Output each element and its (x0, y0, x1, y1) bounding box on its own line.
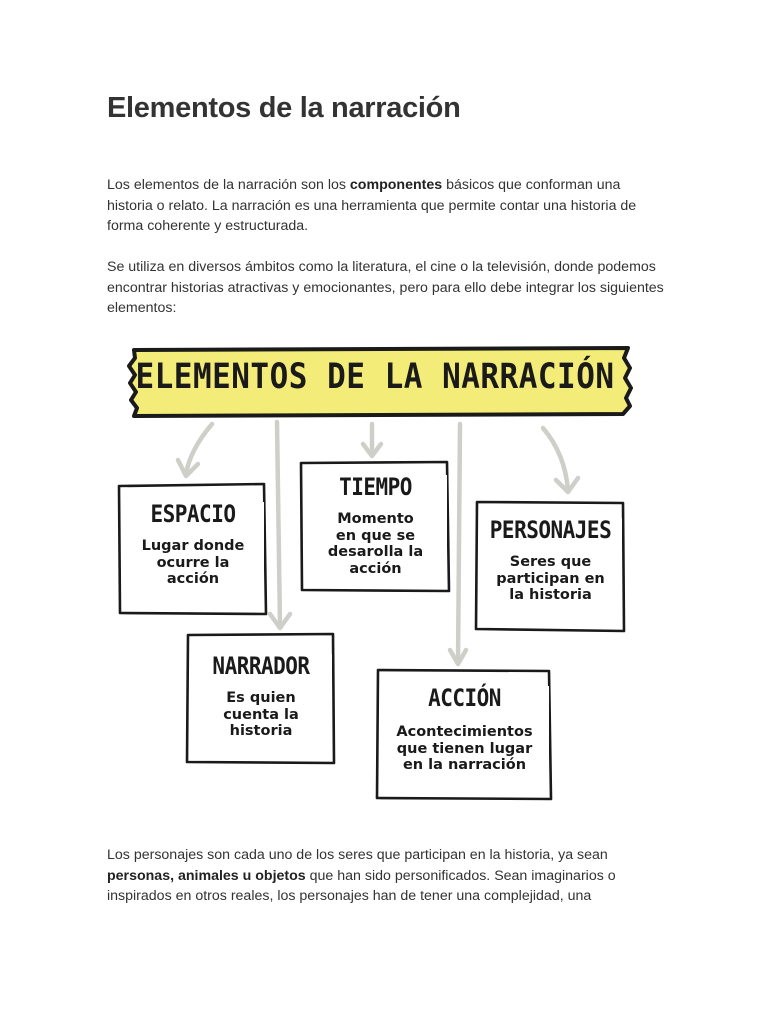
card-narrador (190, 654, 332, 740)
intro-paragraph-2: Se utiliza en diversos ámbitos como la literatura, el cine o la televisión, donde podemos encontrar historias atractivas y emocionantes, pero para ello debe integrar los siguientes elementos: (107, 259, 664, 316)
card-accion-title: ACCIÓN (428, 684, 501, 712)
banner-title: ELEMENTOS DE LA NARRACIÓN (135, 356, 615, 398)
card-espacio-text: Lugar donde ocurre la acción (141, 538, 245, 587)
intro-paragraph-1 (107, 175, 667, 237)
arrow-narrador (277, 422, 280, 626)
outro-text-end: que han sido personificados. Sean imaginarios o inspirados en otros reales, los personajes han de tener una complejidad, una (107, 867, 616, 904)
card-espacio (122, 502, 264, 588)
card-tiempo-text: Momento en que se desarolla la acción (327, 511, 424, 577)
card-narrador-title: NARRADOR (212, 652, 310, 680)
intro-p1-text-start: Los elementos de la narración son los (107, 177, 350, 193)
outro-paragraph (107, 845, 667, 907)
arrow-accion (458, 424, 460, 662)
arrow-espacio (186, 424, 212, 474)
card-personajes (479, 518, 622, 604)
card-tiempo (304, 475, 447, 577)
card-accion-text: Acontecimientos que tienen lugar en la narración (396, 724, 533, 773)
outro-bold: personas, animales u objetos (107, 867, 306, 884)
card-personajes-title: PERSONAJES (489, 516, 612, 544)
card-accion (380, 686, 549, 774)
narration-elements-infographic (110, 342, 640, 812)
page-title: Elementos de la narración (107, 92, 461, 124)
card-tiempo-title: TIEMPO (339, 473, 412, 501)
card-personajes-text: Seres que participan en la historia (496, 554, 605, 603)
card-espacio-title: ESPACIO (150, 500, 236, 528)
intro-p1-text-end: básicos que conforman una historia o relato. La narración es una herramienta que permite contar una historia de forma coherente y estructurada. (107, 177, 637, 234)
outro-text-start: Los personajes son cada uno de los seres que participan en la historia, ya sean (107, 847, 608, 863)
intro-p1-bold: componentes (349, 177, 443, 193)
card-narrador-text: Es quien cuenta la historia (223, 690, 299, 739)
